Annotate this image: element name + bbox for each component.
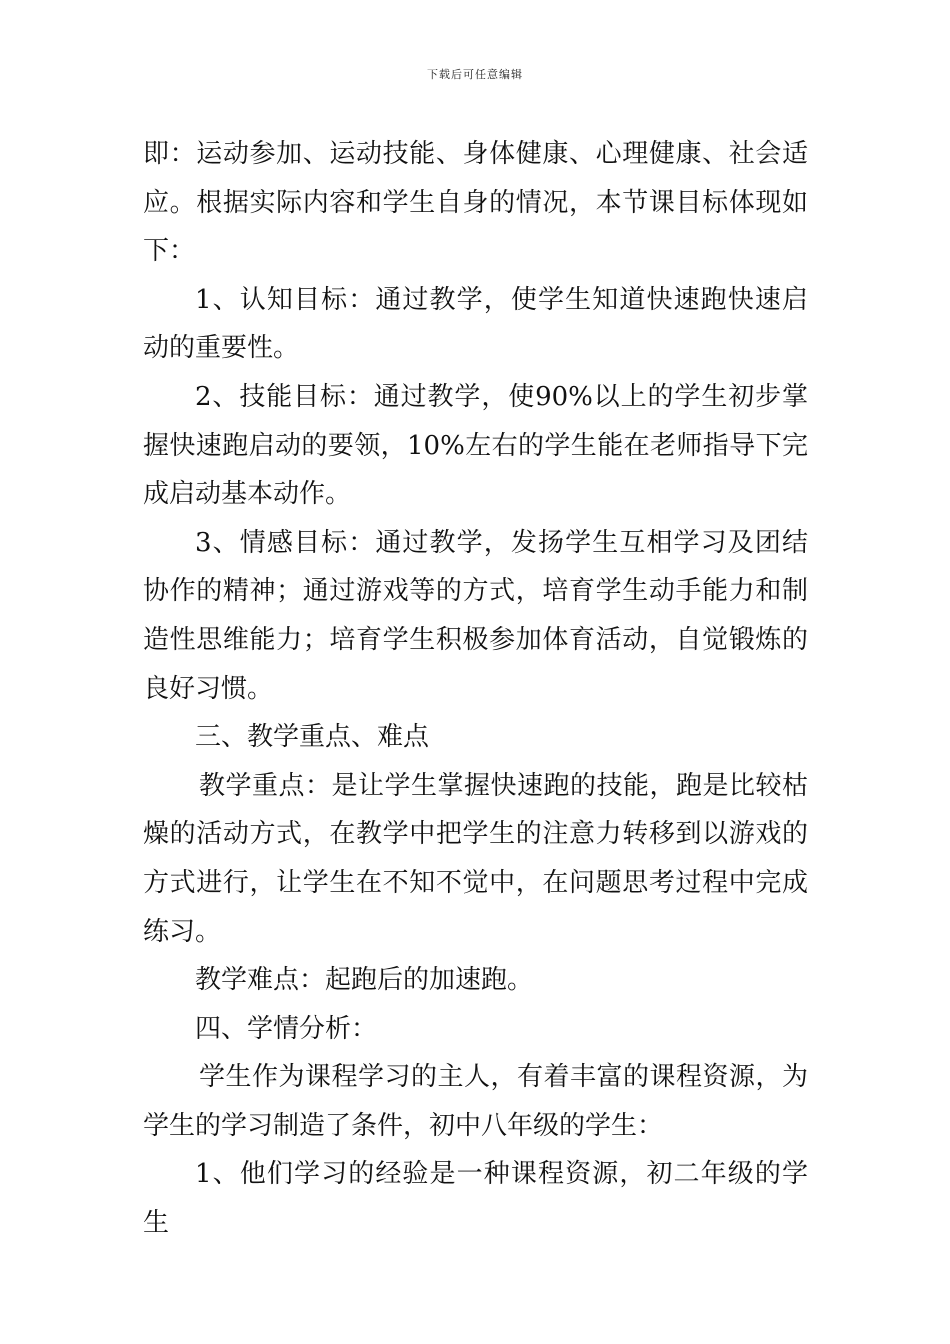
page-header: 下载后可任意编辑 (427, 68, 523, 81)
paragraph-emotional-goal: 3、情感目标：通过教学，发扬学生互相学习及团结协作的精神；通过游戏等的方式，培育学生动手能力和制造性思维能力；培育学生积极参加体育活动，自觉锻炼的良好习惯。 (143, 527, 808, 704)
section-heading-key-points: 三、教学重点、难点 (195, 722, 430, 753)
section-heading-learner-analysis: 四、学情分析： (195, 1013, 378, 1044)
paragraph-intro: 即：运动参加、运动技能、身体健康、心理健康、社会适应。根据实际内容和学生自身的情况，本节课目标体现如下： (143, 139, 808, 267)
paragraph-learner-intro: 学生作为课程学习的主人，有着丰富的课程资源，为学生的学习制造了条件，初中八年级的学生： (143, 1062, 808, 1141)
paragraph-learner-point-1: 1、他们学习的经验是一种课程资源，初二年级的学生 (143, 1159, 808, 1239)
paragraph-skill-goal: 2、技能目标：通过教学，使90%以上的学生初步掌握快速跑启动的要领，10%左右的学生能在老师指导下完成启动基本动作。 (143, 381, 808, 510)
paragraph-cognitive-goal: 1、认知目标：通过教学，使学生知道快速跑快速启动的重要性。 (143, 284, 808, 364)
paragraph-teaching-focus: 教学重点：是让学生掌握快速跑的技能，跑是比较枯燥的活动方式，在教学中把学生的注意力转移到以游戏的方式进行，让学生在不知不觉中，在问题思考过程中完成练习。 (143, 770, 808, 947)
paragraph-teaching-difficulty: 教学难点：起跑后的加速跑。 (195, 965, 534, 996)
document-body (143, 130, 808, 1248)
